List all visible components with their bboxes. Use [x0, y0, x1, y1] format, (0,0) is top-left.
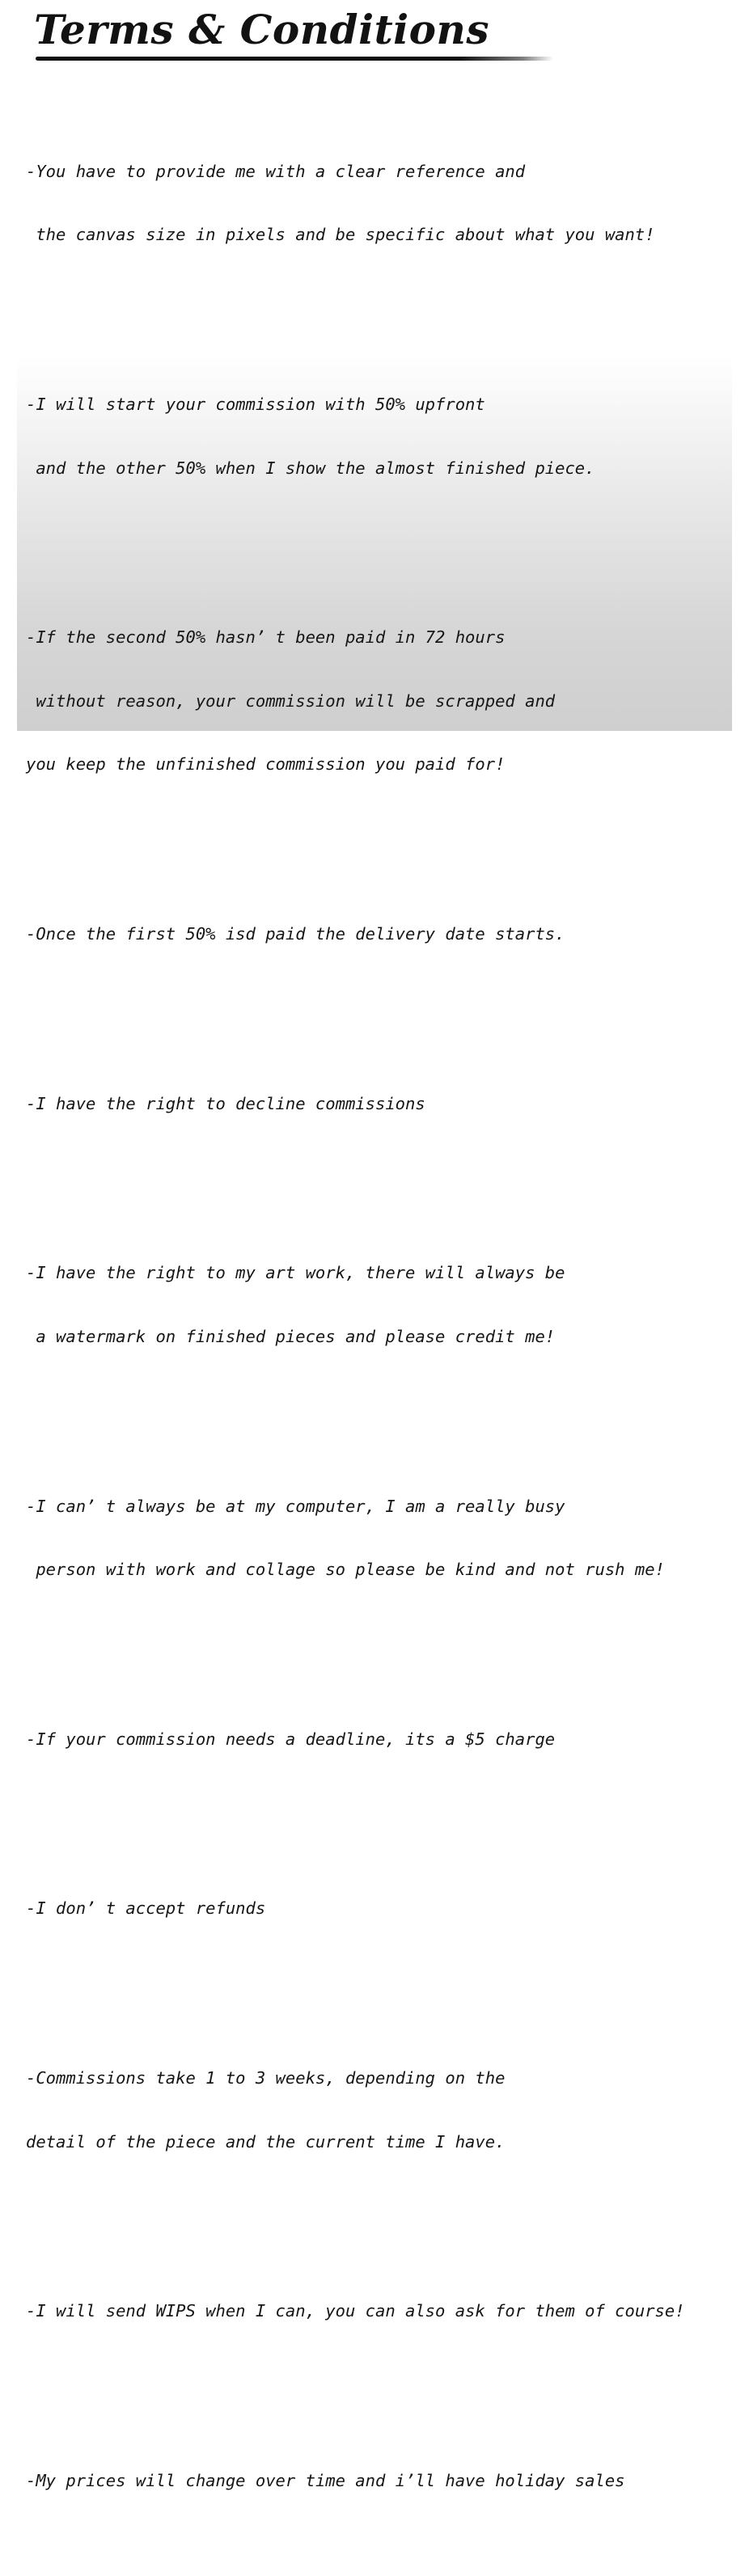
term-item [26, 2258, 730, 2364]
term-line: -My prices will change over time and i’ll have holiday sales [26, 2470, 625, 2490]
term-line: -I don’ t accept refunds [26, 1898, 266, 1919]
term-item [26, 2025, 730, 2195]
term-line: the canvas size in pixels and be specific about what you want! [26, 225, 655, 245]
term-line: -I will start your commission with 50% upfront [26, 395, 485, 415]
term-line: -I have the right to decline commissions [26, 1093, 425, 1113]
term-line: without reason, your commission will be scrapped and [26, 690, 556, 711]
term-line: -Once the first 50% isd paid the delivery date starts. [26, 924, 565, 944]
term-item [26, 1050, 730, 1156]
term-item [26, 585, 730, 817]
term-item [26, 1856, 730, 1962]
term-item [26, 352, 730, 522]
term-item [26, 881, 730, 987]
term-item [26, 1220, 730, 1390]
term-line: -I will send WIPS when I can, you can also ask for them of course! [26, 2301, 685, 2321]
title-underline-brushstroke [36, 57, 553, 61]
term-item [26, 2427, 730, 2533]
term-line: and the other 50% when I show the almost finished piece. [26, 458, 595, 478]
term-line: a watermark on finished pieces and please credit me! [26, 1326, 556, 1346]
term-line: detail of the piece and the current time I have. [26, 2131, 506, 2152]
term-line: -If your commission needs a deadline, its a $5 charge [26, 1729, 556, 1749]
term-line: -I have the right to my art work, there will always be [26, 1263, 565, 1283]
term-line: -If the second 50% hasn’ t been paid in 72 hours [26, 627, 506, 648]
term-line: -You have to provide me with a clear reference and [26, 161, 526, 181]
term-item [26, 1453, 730, 1623]
term-line: -I can’ t always be at my computer, I am a really busy [26, 1496, 565, 1516]
term-item [26, 1686, 730, 1792]
page-title: Terms & Conditions [34, 6, 490, 53]
term-line: -Commissions take 1 to 3 weeks, depending on the [26, 2067, 506, 2088]
term-line: you keep the unfinished commission you paid for! [26, 754, 506, 775]
term-line: person with work and collage so please be kind and not rush me! [26, 1560, 665, 1580]
term-item [26, 118, 730, 288]
terms-list [26, 76, 730, 2576]
